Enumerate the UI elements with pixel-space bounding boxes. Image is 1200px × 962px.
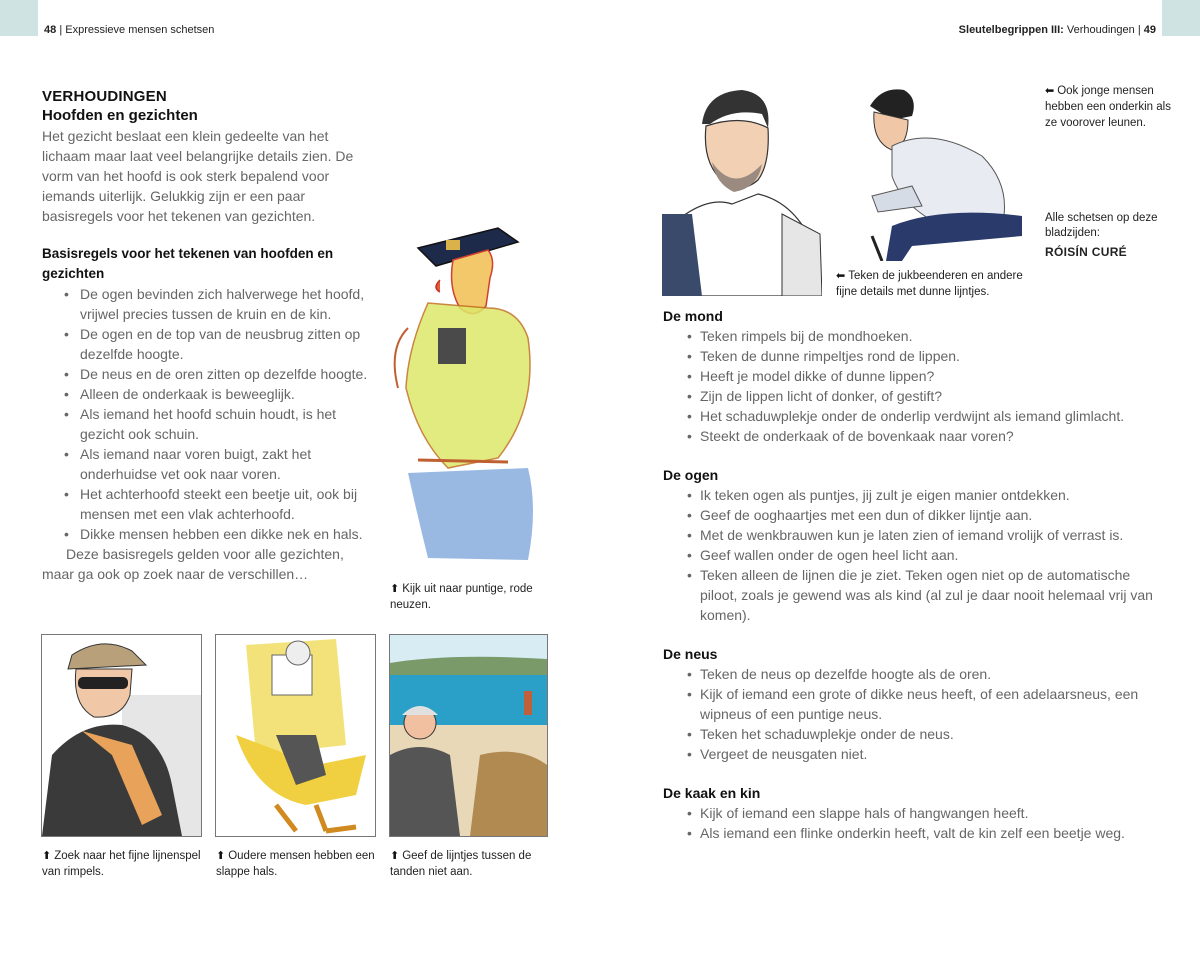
list-item: • Heeft je model dikke of dunne lippen? (687, 366, 1163, 386)
caption-wrinkles: ⬆ Zoek naar het fijne lijnenspel van rimpels. (42, 850, 201, 878)
list-item: • Als iemand het hoofd schuin houdt, is het gezicht ook schuin. (64, 404, 372, 444)
list-item: • Ik teken ogen als puntjes, jij zult je eigen manier ontdekken. (687, 485, 1163, 505)
heading-eyes: De ogen (663, 467, 719, 483)
heading-nose: De neus (663, 646, 718, 662)
rules-heading: Basisregels voor het tekenen van hoofden en gezichten (42, 246, 334, 281)
arrow-up-icon: ⬆ (216, 850, 226, 862)
sketch-frame-old-woman (41, 634, 202, 837)
caption-young-double-chin: ⬅ Ook jonge mensen hebben een onderkin als ze voorover leunen. (1045, 85, 1171, 129)
running-header-left (44, 24, 214, 36)
list-item: • Het schaduwplekje onder de onderlip verdwijnt als iemand glimlacht. (687, 406, 1163, 426)
running-title-left: Expressieve mensen schetsen (65, 24, 215, 36)
list-nose (687, 664, 1163, 764)
old-woman-sketch (42, 635, 201, 836)
caption-teeth: ⬆ Geef de lijntjes tussen de tanden niet aan. (390, 850, 532, 878)
intro-paragraph: Het gezicht beslaat een klein gedeelte van het lichaam maar laat veel belangrijke details zien. De vorm van het hoofd is ook sterk bepalend voor iemands uiterlijk. Gelukkig zijn er een paar basisregels voor het tekenen van gezichten. (42, 128, 354, 224)
credit-text: Alle schetsen op deze bladzijden: (1045, 212, 1158, 239)
list-item: • Teken rimpels bij de mondhoeken. (687, 326, 1163, 346)
leaning-man-sketch (852, 86, 1027, 261)
right-text-column (663, 306, 1163, 862)
list-item: • Teken de dunne rimpeltjes rond de lippen. (687, 346, 1163, 366)
arrow-left-icon: ⬅ (836, 270, 846, 282)
list-item: • Geef de ooghaartjes met een dun of dikker lijntje aan. (687, 505, 1163, 525)
arrow-left-icon: ⬅ (1045, 85, 1055, 97)
page-number-left: 48 (44, 24, 57, 36)
list-item: • Steekt de onderkaak of de bovenkaak naar voren? (687, 426, 1163, 446)
arrow-up-icon: ⬆ (42, 850, 52, 862)
list-item: • Alleen de onderkaak is beweeglijk. (64, 384, 372, 404)
section-subtitle: Hoofden en gezichten (42, 107, 198, 124)
caption-cheekbones: ⬅ Teken de jukbeenderen en andere fijne details met dunne lijntjes. (836, 270, 1023, 298)
list-eyes (687, 485, 1163, 625)
list-item: • Dikke mensen hebben een dikke nek en hals. (64, 524, 372, 544)
page-number-right: 49 (1143, 24, 1156, 36)
list-item: • Met de wenkbrauwen kun je laten zien of iemand vrolijk of verrast is. (687, 525, 1163, 545)
list-item: • Het achterhoofd steekt een beetje uit, ook bij mensen met een vlak achterhoofd. (64, 484, 372, 524)
list-item: • De neus en de oren zitten op dezelfde hoogte. (64, 364, 372, 384)
page-corner-tab-right (1162, 0, 1200, 36)
list-item: • De ogen en de top van de neusbrug zitten op dezelfde hoogte. (64, 324, 372, 364)
list-jaw-chin (687, 803, 1163, 843)
header-separator: | (59, 24, 63, 36)
arrow-up-icon: ⬆ (390, 583, 400, 595)
arrow-up-icon: ⬆ (390, 850, 400, 862)
page-corner-tab-left (0, 0, 38, 36)
list-item: • Teken de neus op dezelfde hoogte als de oren. (687, 664, 1163, 684)
list-item: • Zijn de lippen licht of donker, of gestift? (687, 386, 1163, 406)
rules-list (64, 284, 372, 544)
sketch-frame-beach-woman (389, 634, 548, 837)
guard-sketch-illustration (378, 188, 558, 568)
running-header-right (959, 24, 1156, 36)
section-title: VERHOUDINGEN (42, 88, 167, 105)
list-item: • Als iemand een flinke onderkin heeft, valt de kin zelf een beetje weg. (687, 823, 1163, 843)
list-item: • Teken het schaduwplekje onder de neus. (687, 724, 1163, 744)
list-item: • De ogen bevinden zich halverwege het hoofd, vrijwel precies tussen de kruin en de kin. (64, 284, 372, 324)
heading-jaw-chin: De kaak en kin (663, 785, 761, 801)
reading-man-sketch (216, 635, 375, 836)
list-item: • Kijk of iemand een grote of dikke neus heeft, of een adelaarsneus, een wipneus of een puntige neus. (687, 684, 1163, 724)
list-item: • Teken alleen de lijnen die je ziet. Teken ogen niet op de automatische piloot, zoals je gewend was als kind (al zul je daar nooit helemaal vrij van komen). (687, 565, 1163, 625)
heading-mouth: De mond (663, 308, 723, 324)
list-item: • Geef wallen onder de ogen heel licht aan. (687, 545, 1163, 565)
list-item: • Kijk of iemand een slappe hals of hangwangen heeft. (687, 803, 1163, 823)
young-man-portrait-sketch (662, 84, 822, 296)
list-item: • Vergeet de neusgaten niet. (687, 744, 1163, 764)
sketch-frame-reading-man (215, 634, 376, 837)
beach-woman-sketch (390, 635, 547, 836)
artist-credit (1045, 211, 1165, 260)
header-separator: | (1137, 24, 1141, 36)
list-mouth (687, 326, 1163, 446)
list-item: • Als iemand naar voren buigt, zakt het onderhuidse vet ook naar voren. (64, 444, 372, 484)
credit-name: RÓISÍN CURÉ (1045, 245, 1127, 259)
left-text-column (42, 88, 372, 584)
caption-guard: ⬆ Kijk uit naar puntige, rode neuzen. (390, 583, 533, 611)
closing-paragraph: Deze basisregels gelden voor alle gezichten, maar ga ook op zoek naar de verschillen… (42, 546, 344, 582)
running-chapter-bold: Sleutelbegrippen III: (958, 24, 1064, 36)
running-title-right: Verhoudingen (1066, 24, 1135, 36)
caption-older: ⬆ Oudere mensen hebben een slappe hals. (216, 850, 375, 878)
